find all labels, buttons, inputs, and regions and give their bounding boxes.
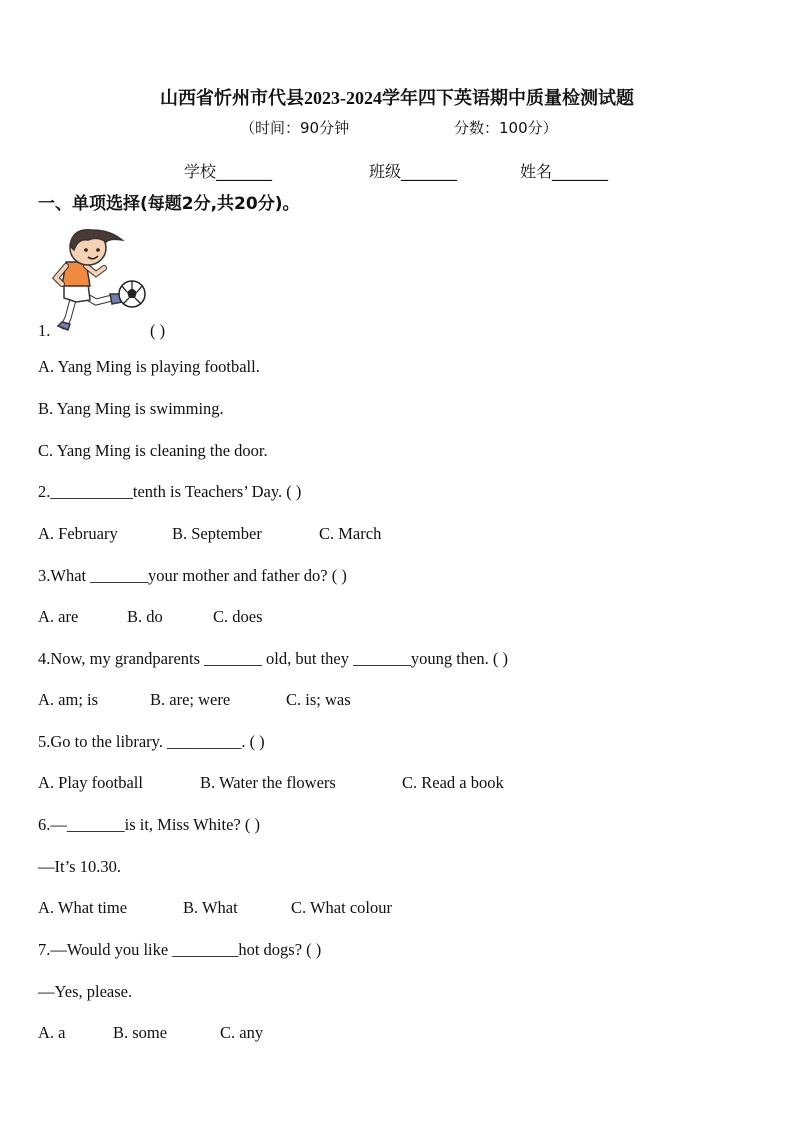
question-7-option-c: C. any xyxy=(220,1023,264,1042)
question-1-option-a: A. Yang Ming is playing football. xyxy=(38,357,260,376)
question-3-stem: 3.What _______your mother and father do? ( ) xyxy=(38,566,347,585)
question-6-option-a: A. What time xyxy=(38,898,128,917)
question-6-stem: 6.—_______is it, Miss White? ( ) xyxy=(38,815,260,834)
question-3-option-c: C. does xyxy=(213,607,263,626)
question-7-option-a: A. a xyxy=(38,1023,66,1042)
section-title: 一、单项选择(每题2分,共20分)。 xyxy=(38,194,300,214)
question-7-stem: 7.—Would you like ________hot dogs? ( ) xyxy=(38,940,322,959)
question-3-option-a: A. are xyxy=(38,607,79,626)
question-1-option-c: C. Yang Ming is cleaning the door. xyxy=(38,441,268,460)
question-2-option-c: C. March xyxy=(319,524,382,543)
name-field: 姓名_______ xyxy=(520,162,609,181)
question-6-option-c: C. What colour xyxy=(291,898,392,917)
question-4-option-c: C. is; was xyxy=(286,690,351,709)
boy-kicking-football-image xyxy=(52,226,152,336)
question-1-number: 1. xyxy=(38,321,51,340)
question-3-option-b: B. do xyxy=(127,607,163,626)
question-2-option-a: A. February xyxy=(38,524,118,543)
question-2-option-b: B. September xyxy=(172,524,262,543)
question-4-stem: 4.Now, my grandparents _______ old, but they _______young then. ( ) xyxy=(38,649,509,668)
question-2-stem: 2.__________tenth is Teachers’ Day. ( ) xyxy=(38,482,302,501)
question-6-reply: —It’s 10.30. xyxy=(38,857,121,876)
question-5-option-c: C. Read a book xyxy=(402,773,504,792)
question-1-answer-blank: ( ) xyxy=(150,321,166,340)
question-1-option-b: B. Yang Ming is swimming. xyxy=(38,399,224,418)
exam-time: （时间：90分钟 xyxy=(240,119,350,137)
question-7-reply: —Yes, please. xyxy=(38,982,133,1001)
question-7-option-b: B. some xyxy=(113,1023,168,1042)
exam-score: 分数：100分） xyxy=(454,119,558,137)
question-5-option-a: A. Play football xyxy=(38,773,143,792)
question-5-stem: 5.Go to the library. _________. ( ) xyxy=(38,732,265,751)
page-title: 山西省忻州市代县2023-2024学年四下英语期中质量检测试题 xyxy=(160,88,634,108)
question-4-option-b: B. are; were xyxy=(150,690,231,709)
school-field: 学校_______ xyxy=(184,162,273,181)
question-5-option-b: B. Water the flowers xyxy=(200,773,336,792)
question-6-option-b: B. What xyxy=(183,898,238,917)
question-4-option-a: A. am; is xyxy=(38,690,99,709)
class-field: 班级_______ xyxy=(369,162,458,181)
